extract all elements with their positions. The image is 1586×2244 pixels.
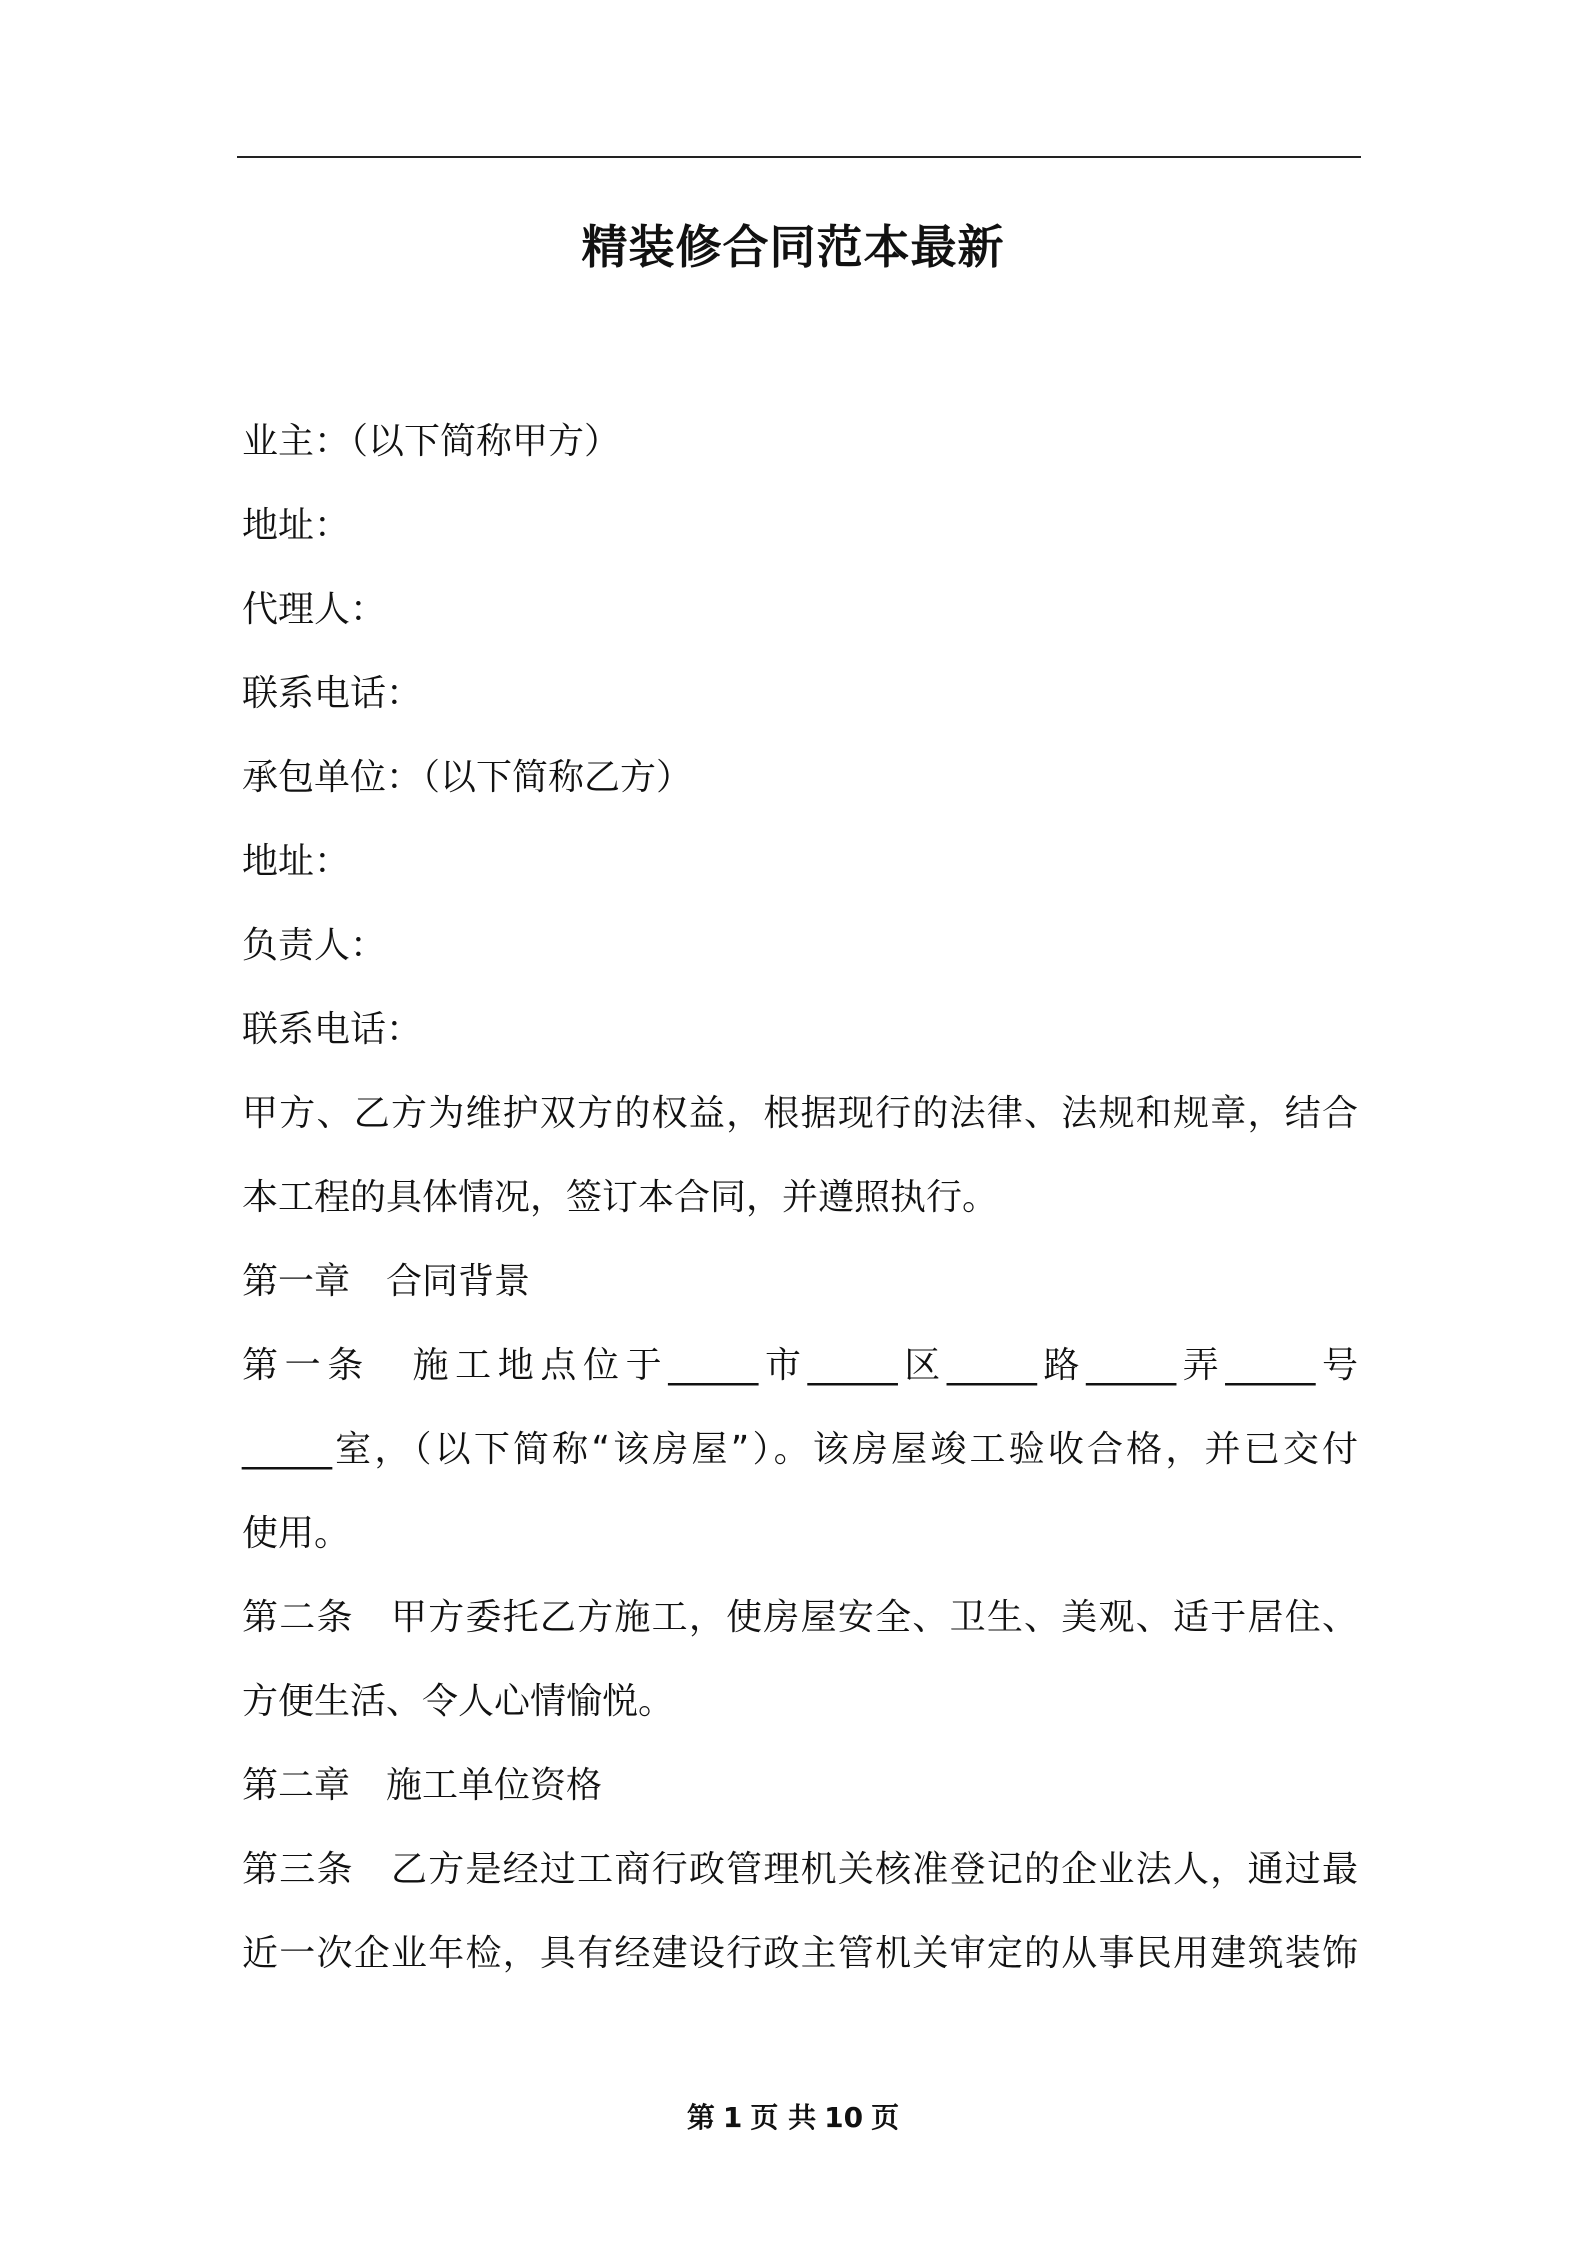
article-2-line-1: 第二条 甲方委托乙方施工，使房屋安全、卫生、美观、适于居住、 [242, 1597, 1358, 1638]
chapter-1-heading: 第一章 合同背景 [242, 1261, 531, 1302]
party-a-owner-line: 业主：（以下简称甲方） [242, 421, 621, 462]
header-rule [237, 156, 1361, 158]
chapter-2-heading: 第二章 施工单位资格 [242, 1765, 603, 1806]
party-a-agent-line: 代理人： [242, 589, 387, 630]
preamble-line-2: 本工程的具体情况，签订本合同，并遵照执行。 [242, 1177, 999, 1218]
article-3-line-2: 近一次企业年检，具有经建设行政主管机关审定的从事民用建筑装饰 [242, 1933, 1358, 1974]
article-1-line-1: 第一条 施工地点位于_____市_____区_____路_____弄_____号 [242, 1345, 1358, 1386]
party-b-address-line: 地址： [242, 841, 351, 882]
page-footer [0, 2098, 1586, 2138]
document-body [242, 400, 1358, 1996]
article-3-line-1: 第三条 乙方是经过工商行政管理机关核准登记的企业法人，通过最 [242, 1849, 1358, 1890]
party-b-manager-line: 负责人： [242, 925, 387, 966]
page-label-mid: 页 共 [750, 2101, 817, 2134]
preamble-line-1: 甲方、乙方为维护双方的权益，根据现行的法律、法规和规章，结合 [242, 1093, 1358, 1134]
page-label-suffix: 页 [871, 2101, 900, 2134]
article-1-line-3: 使用。 [242, 1513, 351, 1554]
article-2-line-2: 方便生活、令人心情愉悦。 [242, 1681, 675, 1722]
party-a-address-line: 地址： [242, 505, 351, 546]
current-page-number: 1 [722, 2101, 743, 2134]
party-b-phone-line: 联系电话： [242, 1009, 423, 1050]
total-pages-number: 10 [824, 2101, 864, 2134]
party-b-contractor-line: 承包单位：（以下简称乙方） [242, 757, 693, 798]
article-1-line-2: _____室，（以下简称“该房屋”）。该房屋竣工验收合格，并已交付 [242, 1429, 1358, 1470]
page-label-prefix: 第 [686, 2101, 715, 2134]
document-title: 精装修合同范本最新 [581, 220, 1005, 274]
party-a-phone-line: 联系电话： [242, 673, 423, 714]
